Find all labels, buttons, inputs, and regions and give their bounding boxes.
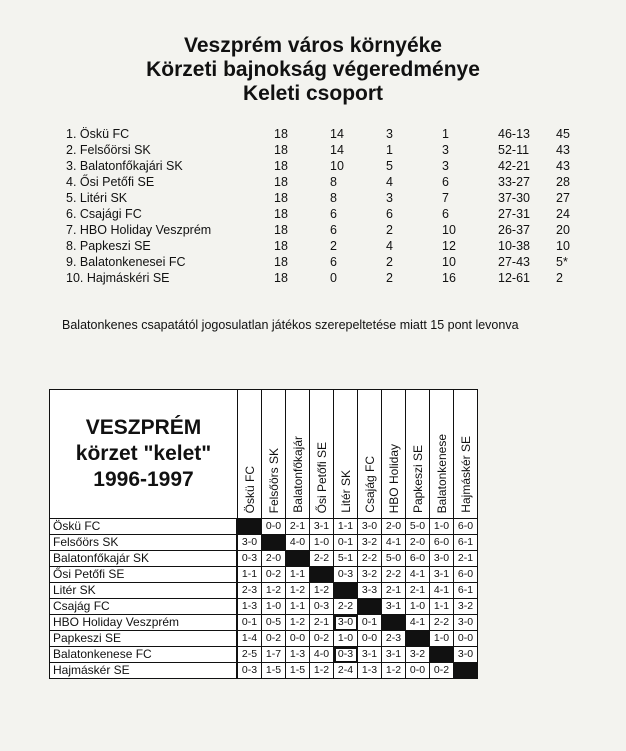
grid-column-label: Csajág FC — [362, 456, 377, 513]
standings-cell-c3: 3 — [386, 127, 393, 141]
grid-result-cell: 0-0 — [358, 631, 382, 647]
standings-cell-c1: 18 — [274, 127, 288, 141]
grid-row-label-row — [50, 647, 237, 663]
grid-result-cell: 2-0 — [382, 519, 406, 535]
grid-column-header — [262, 390, 286, 519]
grid-result-cell: 1-2 — [382, 663, 406, 679]
standings-cell-pts: 27 — [556, 191, 570, 205]
standings-cell-name: 7. HBO Holiday Veszprém — [66, 223, 212, 237]
grid-column-label: HBO Holiday — [386, 443, 401, 513]
grid-result-cell: 1-5 — [286, 663, 310, 679]
results-grid — [237, 389, 478, 679]
grid-diagonal-cell — [358, 599, 382, 615]
standings-cell-pts: 43 — [556, 159, 570, 173]
grid-row-label: Ősi Petőfi SE — [50, 567, 237, 583]
grid-column-label: Ősi Petőfi SE — [314, 441, 329, 513]
standings-cell-c3: 2 — [386, 271, 393, 285]
grid-result-cell: 1-2 — [310, 583, 334, 599]
standings-cell-score: 46-13 — [498, 127, 530, 141]
standings-cell-c3: 2 — [386, 223, 393, 237]
standings-row — [66, 222, 596, 238]
standings-cell-c2: 14 — [330, 143, 344, 157]
grid-result-cell: 3-1 — [310, 519, 334, 535]
grid-result-cell: 0-0 — [286, 631, 310, 647]
standings-cell-c4: 6 — [442, 175, 449, 189]
standings-cell-score: 33-27 — [498, 175, 530, 189]
grid-result-cell: 1-0 — [430, 631, 454, 647]
grid-diagonal-cell — [382, 615, 406, 631]
standings-cell-pts: 20 — [556, 223, 570, 237]
grid-row — [238, 583, 478, 599]
standings-cell-score: 37-30 — [498, 191, 530, 205]
grid-result-cell: 5-0 — [382, 551, 406, 567]
grid-result-cell: 1-1 — [238, 567, 262, 583]
grid-column-header — [334, 390, 358, 519]
standings-cell-c1: 18 — [274, 175, 288, 189]
standings-cell-c1: 18 — [274, 159, 288, 173]
standings-cell-c2: 8 — [330, 175, 337, 189]
grid-row-label: Csajág FC — [50, 599, 237, 615]
standings-cell-c3: 5 — [386, 159, 393, 173]
grid-result-cell: 3-2 — [406, 647, 430, 663]
grid-result-cell: 3-1 — [382, 599, 406, 615]
grid-column-header — [430, 390, 454, 519]
grid-row-label: Balatonkenese FC — [50, 647, 237, 663]
standings-cell-c4: 6 — [442, 207, 449, 221]
grid-row-label-row — [50, 663, 237, 679]
grid-result-cell: 0-2 — [262, 567, 286, 583]
standings-cell-score: 42-21 — [498, 159, 530, 173]
grid-row — [238, 551, 478, 567]
grid-row — [238, 567, 478, 583]
standings-cell-name: 2. Felsőörsi SK — [66, 143, 151, 157]
grid-result-cell: 5-1 — [334, 551, 358, 567]
grid-row-label-row — [50, 615, 237, 631]
grid-diagonal-cell — [310, 567, 334, 583]
grid-result-cell: 2-2 — [382, 567, 406, 583]
standings-table — [66, 126, 596, 286]
grid-row — [238, 615, 478, 631]
grid-result-cell: 1-2 — [310, 663, 334, 679]
standings-cell-pts: 45 — [556, 127, 570, 141]
standings-cell-score: 27-43 — [498, 255, 530, 269]
standings-cell-c3: 1 — [386, 143, 393, 157]
standings-cell-c4: 3 — [442, 143, 449, 157]
grid-diagonal-cell — [406, 631, 430, 647]
standings-cell-c4: 10 — [442, 255, 456, 269]
standings-cell-c4: 12 — [442, 239, 456, 253]
standings-cell-score: 12-61 — [498, 271, 530, 285]
grid-result-cell: 1-1 — [334, 519, 358, 535]
standings-cell-score: 10-38 — [498, 239, 530, 253]
standings-cell-c4: 3 — [442, 159, 449, 173]
grid-result-cell: 3-2 — [358, 567, 382, 583]
standings-cell-c4: 16 — [442, 271, 456, 285]
grid-result-cell: 5-0 — [406, 519, 430, 535]
grid-result-cell: 2-5 — [238, 647, 262, 663]
grid-column-header — [310, 390, 334, 519]
standings-cell-c2: 6 — [330, 223, 337, 237]
standings-cell-pts: 43 — [556, 143, 570, 157]
grid-row — [238, 535, 478, 551]
grid-result-cell: 2-1 — [310, 615, 334, 631]
standings-cell-score: 26-37 — [498, 223, 530, 237]
standings-cell-name: 6. Csajági FC — [66, 207, 142, 221]
standings-cell-c2: 8 — [330, 191, 337, 205]
grid-result-cell: 1-3 — [238, 599, 262, 615]
standings-cell-c3: 4 — [386, 175, 393, 189]
grid-result-cell: 0-1 — [238, 615, 262, 631]
grid-result-cell: 0-1 — [358, 615, 382, 631]
standings-cell-c1: 18 — [274, 255, 288, 269]
grid-row-label: Papkeszi SE — [50, 631, 237, 647]
standings-cell-c2: 6 — [330, 207, 337, 221]
grid-result-cell: 0-3 — [238, 663, 262, 679]
grid-result-cell: 2-1 — [382, 583, 406, 599]
standings-row — [66, 206, 596, 222]
grid-row-label: Litér SK — [50, 583, 237, 599]
grid-result-cell: 1-0 — [262, 599, 286, 615]
grid-result-cell: 2-1 — [286, 519, 310, 535]
grid-result-cell: 2-2 — [358, 551, 382, 567]
standings-cell-c3: 2 — [386, 255, 393, 269]
grid-result-cell: 1-4 — [238, 631, 262, 647]
standings-cell-name: 5. Litéri SK — [66, 191, 128, 205]
grid-result-cell: 1-1 — [286, 599, 310, 615]
grid-result-cell: 4-0 — [310, 647, 334, 663]
standings-cell-c2: 14 — [330, 127, 344, 141]
grid-row — [238, 599, 478, 615]
grid-row-label-row — [50, 599, 237, 615]
grid-result-cell: 3-0 — [238, 535, 262, 551]
grid-result-cell: 2-2 — [334, 599, 358, 615]
grid-result-cell: 3-0 — [454, 615, 478, 631]
grid-result-cell: 0-0 — [262, 519, 286, 535]
grid-result-cell: 0-5 — [262, 615, 286, 631]
grid-result-cell: 2-0 — [262, 551, 286, 567]
standings-cell-c4: 10 — [442, 223, 456, 237]
grid-result-cell: 3-3 — [358, 583, 382, 599]
grid-column-label: Hajmáskér SE — [458, 436, 473, 513]
grid-row-label: HBO Holiday Veszprém — [50, 615, 237, 631]
grid-column-header — [382, 390, 406, 519]
grid-row-label: Öskü FC — [50, 519, 237, 535]
grid-title-line-1: VESZPRÉM — [85, 416, 202, 439]
grid-result-cell: 0-2 — [430, 663, 454, 679]
grid-row — [238, 647, 478, 663]
standings-cell-name: 10. Hajmáskéri SE — [66, 271, 170, 285]
grid-result-cell: 1-2 — [286, 583, 310, 599]
standings-cell-c1: 18 — [274, 223, 288, 237]
standings-cell-c2: 2 — [330, 239, 337, 253]
grid-result-cell: 0-3 — [334, 567, 358, 583]
standings-cell-score: 52-11 — [498, 143, 530, 157]
grid-row — [238, 519, 478, 535]
grid-title-line-3: 1996-1997 — [93, 468, 194, 491]
grid-result-cell: 4-1 — [406, 567, 430, 583]
grid-column-label: Öskü FC — [242, 465, 257, 513]
standings-cell-name: 9. Balatonkenesei FC — [66, 255, 186, 269]
title-line-2: Körzeti bajnokság végeredménye — [146, 58, 480, 81]
grid-column-label: Balatonfőkajár — [290, 436, 305, 513]
grid-result-cell: 2-3 — [238, 583, 262, 599]
grid-result-cell: 3-1 — [382, 647, 406, 663]
standings-cell-c2: 6 — [330, 255, 337, 269]
grid-result-cell: 6-0 — [430, 535, 454, 551]
grid-result-cell: 2-1 — [406, 583, 430, 599]
standings-cell-c3: 6 — [386, 207, 393, 221]
grid-diagonal-cell — [286, 551, 310, 567]
grid-diagonal-cell — [238, 519, 262, 535]
grid-diagonal-cell — [262, 535, 286, 551]
standings-cell-name: 8. Papkeszi SE — [66, 239, 151, 253]
grid-result-cell: 3-2 — [358, 535, 382, 551]
standings-cell-pts: 28 — [556, 175, 570, 189]
standings-cell-c3: 4 — [386, 239, 393, 253]
standings-cell-pts: 10 — [556, 239, 570, 253]
document-title — [0, 34, 626, 106]
standings-cell-c2: 0 — [330, 271, 337, 285]
standings-cell-name: 1. Öskü FC — [66, 127, 130, 141]
grid-result-cell: 2-2 — [430, 615, 454, 631]
grid-result-cell: 1-7 — [262, 647, 286, 663]
grid-title-line-2: körzet "kelet" — [75, 442, 212, 465]
grid-column-label: Litér SK — [338, 470, 353, 513]
grid-result-cell: 0-3 — [310, 599, 334, 615]
standings-cell-c4: 1 — [442, 127, 449, 141]
standings-row — [66, 254, 596, 270]
grid-row-label: Balatonfőkajár SK — [50, 551, 237, 567]
grid-result-cell: 1-0 — [430, 519, 454, 535]
grid-result-cell: 1-2 — [262, 583, 286, 599]
standings-cell-c1: 18 — [274, 207, 288, 221]
grid-result-cell: 2-3 — [382, 631, 406, 647]
grid-result-cell: 1-0 — [406, 599, 430, 615]
grid-diagonal-cell — [334, 583, 358, 599]
grid-row-label-row — [50, 631, 237, 647]
grid-result-cell: 0-3 — [334, 647, 358, 663]
results-grid-row-labels — [49, 518, 237, 679]
grid-result-cell: 6-0 — [454, 519, 478, 535]
grid-row-label-row — [50, 583, 237, 599]
grid-diagonal-cell — [454, 663, 478, 679]
standings-cell-name: 3. Balatonfőkajári SK — [66, 159, 183, 173]
grid-result-cell: 0-2 — [310, 631, 334, 647]
standings-row — [66, 238, 596, 254]
grid-result-cell: 3-1 — [358, 647, 382, 663]
grid-result-cell: 6-1 — [454, 535, 478, 551]
grid-column-label: Felsőörs SK — [266, 447, 281, 513]
grid-result-cell: 2-4 — [334, 663, 358, 679]
grid-result-cell: 1-2 — [286, 615, 310, 631]
standings-cell-name: 4. Ősi Petőfi SE — [66, 175, 155, 189]
grid-result-cell: 0-0 — [454, 631, 478, 647]
grid-result-cell: 0-1 — [334, 535, 358, 551]
grid-result-cell: 6-0 — [454, 567, 478, 583]
standings-cell-c1: 18 — [274, 271, 288, 285]
grid-row-label: Felsőörs SK — [50, 535, 237, 551]
grid-result-cell: 0-0 — [406, 663, 430, 679]
standings-cell-pts: 5* — [556, 255, 568, 269]
grid-result-cell: 6-1 — [454, 583, 478, 599]
standings-row — [66, 270, 596, 286]
grid-row-label: Hajmáskér SE — [50, 663, 237, 679]
grid-result-cell: 4-1 — [382, 535, 406, 551]
standings-cell-c2: 10 — [330, 159, 344, 173]
grid-result-cell: 1-3 — [286, 647, 310, 663]
grid-result-cell: 3-2 — [454, 599, 478, 615]
points-deduction-note: Balatonkenes csapatától jogosulatlan játékos szerepeltetése miatt 15 pont levonva — [62, 318, 519, 332]
grid-result-cell: 1-0 — [310, 535, 334, 551]
standings-cell-pts: 24 — [556, 207, 570, 221]
grid-result-cell: 3-0 — [358, 519, 382, 535]
grid-column-header — [406, 390, 430, 519]
title-line-1: Veszprém város környéke — [184, 34, 442, 57]
grid-column-header — [238, 390, 262, 519]
standings-row — [66, 174, 596, 190]
grid-column-header — [286, 390, 310, 519]
standings-cell-score: 27-31 — [498, 207, 530, 221]
grid-result-cell: 0-3 — [238, 551, 262, 567]
grid-column-label: Papkeszi SE — [410, 444, 425, 513]
grid-result-cell: 2-2 — [310, 551, 334, 567]
grid-row — [238, 631, 478, 647]
standings-cell-c1: 18 — [274, 239, 288, 253]
grid-result-cell: 3-0 — [454, 647, 478, 663]
standings-row — [66, 190, 596, 206]
grid-row-label-row — [50, 567, 237, 583]
grid-result-cell: 4-1 — [406, 615, 430, 631]
standings-cell-c3: 3 — [386, 191, 393, 205]
grid-result-cell: 3-0 — [430, 551, 454, 567]
grid-column-label: Balatonkenese — [434, 433, 449, 513]
grid-result-cell: 1-0 — [334, 631, 358, 647]
standings-cell-c4: 7 — [442, 191, 449, 205]
grid-row — [238, 663, 478, 679]
standings-cell-c1: 18 — [274, 143, 288, 157]
grid-result-cell: 4-0 — [286, 535, 310, 551]
standings-cell-pts: 2 — [556, 271, 563, 285]
grid-column-header — [454, 390, 478, 519]
grid-result-cell: 1-5 — [262, 663, 286, 679]
standings-cell-c1: 18 — [274, 191, 288, 205]
grid-result-cell: 0-2 — [262, 631, 286, 647]
grid-row-label-row — [50, 535, 237, 551]
grid-result-cell: 2-0 — [406, 535, 430, 551]
title-line-3: Keleti csoport — [242, 82, 384, 105]
grid-result-cell: 3-0 — [334, 615, 358, 631]
grid-result-cell: 1-1 — [286, 567, 310, 583]
grid-result-cell: 1-3 — [358, 663, 382, 679]
grid-result-cell: 4-1 — [430, 583, 454, 599]
standings-row — [66, 126, 596, 142]
grid-result-cell: 1-1 — [430, 599, 454, 615]
standings-row — [66, 142, 596, 158]
grid-row-label-row — [50, 519, 237, 535]
grid-result-cell: 2-1 — [454, 551, 478, 567]
grid-result-cell: 6-0 — [406, 551, 430, 567]
grid-corner-title — [49, 389, 237, 518]
grid-diagonal-cell — [430, 647, 454, 663]
grid-column-header — [358, 390, 382, 519]
standings-row — [66, 158, 596, 174]
grid-result-cell: 3-1 — [430, 567, 454, 583]
grid-row-label-row — [50, 551, 237, 567]
